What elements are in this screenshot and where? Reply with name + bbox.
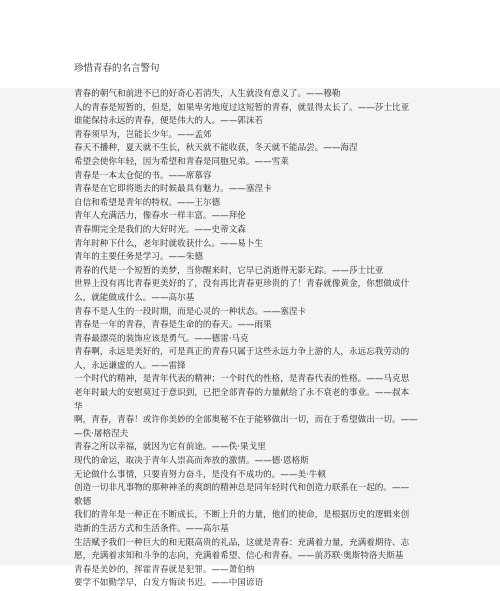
quote-line: 人的青春是短暂的，但是，如果卑劣地度过这短暂的青春，就显得太长了。——莎士比亚: [74, 102, 410, 113]
quote-line: 现代的命运，取决于青年人崇高而奔放的激情。——德·恩格斯: [74, 456, 309, 467]
quote-line: 要学不如勤学早，白发方悔读书迟。——中国谚语: [74, 578, 264, 589]
article-title: 珍惜青春的名言警句: [74, 63, 160, 74]
quote-line: 自信和希望是青年的特权。——王尔德: [74, 197, 221, 208]
page-header: [0, 0, 500, 88]
quote-line: 春天不播种，夏天就不生长，秋天就不能收获，冬天就不能品尝。——海涅: [74, 143, 358, 154]
article-body: [0, 88, 500, 589]
quote-line: 我们的青年是一种正在不断成长，不断上升的力量，他们的使命，是根据历史的逻辑来创: [74, 510, 410, 521]
quote-line: 生活赋予我们一种巨大的和无限高贵的礼品，这就是青春：充满着力量，充满着期待、志: [74, 537, 410, 548]
quote-line: 青春是在它即将逝去的时候最具有魅力。——塞涅卡: [74, 184, 272, 195]
quote-line: 青年的主要任务是学习。——朱德: [74, 252, 203, 263]
quote-line: 世界上没有再比青春更美好的了，没有再比青春更珍贵的了！青春就像黄金，你想做成什: [74, 279, 410, 290]
quote-line: 青年人充满活力，像春水一样丰富。——拜伦: [74, 211, 246, 222]
quote-line: 青春啊，永远是美好的，可是真正的青春只属于这些永远力争上游的人，永远忘我劳动的: [74, 347, 410, 358]
quote-line: 青春不是人生的一段时期，而是心灵的一种状态。——塞涅卡: [74, 306, 307, 317]
quote-line: 么，就能做成什么。——高尔基: [74, 292, 195, 303]
quote-line: 无论做什么事情，只要肯努力奋斗，是没有不成功的。——美·牛顿: [74, 469, 326, 480]
quote-line: 青春是一本太仓促的书。——席慕容: [74, 170, 212, 181]
quote-line: 歌德: [74, 496, 92, 507]
quote-line: 青春最漂亮的装饰应该是勇气。——德雷·马克: [74, 333, 249, 344]
quote-line: 谁能保持永远的青春，便是伟大的人。——郭沫若: [74, 116, 264, 127]
quote-list: [74, 88, 424, 591]
quote-line: 创造一切非凡事物的那种神圣的爽朗的精神总是同年轻时代和创造力联系在一起的。——: [74, 483, 410, 494]
quote-line: 青春的代是一个短暂的美梦，当你醒来时，它早已消逝得无影无踪。——莎士比亚: [74, 265, 384, 276]
quote-line: 一个时代的精神，是青年代表的精神；一个时代的性格，是青春代表的性格。——马克思: [74, 374, 410, 385]
quote-line: 老年时最大的安慰莫过于意识到，已把全部青春的力量献给了永不衰老的事业。——叔本: [74, 388, 410, 399]
quote-line: 啊，青春，青春！或许你美妙的全部奥秘不在于能够做出一切，而在于希望做出一切。——: [74, 415, 418, 426]
quote-line: 愿，充满着求知和斗争的志向，充满着希望、信心和青春。——前苏联·奥斯特洛夫斯基: [74, 551, 404, 562]
quote-line: 青春之所以幸福，就因为它有前途。——佚·果戈里: [74, 442, 266, 453]
quote-line: 造新的生活方式和生活条件。——高尔基: [74, 524, 229, 534]
quote-line: 青春是一年的青春，青春是生命的的春天。——雨果: [74, 320, 272, 331]
quote-line: 希望会使你年轻，因为希望和青春是同胞兄弟。——雪莱: [74, 156, 289, 167]
quote-line: 青春期完全是我们的大好时光。——史蒂文森: [74, 224, 246, 235]
quote-line: —佚·屠格涅夫: [74, 428, 129, 439]
quote-line: 青春的朝气和前进不已的好奇心若消失，人生就没有意义了。——穆勒: [74, 89, 341, 99]
quote-line: 青春须早为，岂能长少年。——孟郊: [74, 129, 212, 140]
quote-line: 青春是美妙的，挥霍青春就是犯罪。——萧伯纳: [74, 564, 255, 575]
quote-line: 人，永远谦虚的人。——雷锋: [74, 360, 186, 371]
quote-line: 华: [74, 401, 83, 412]
quote-line: 青年时种下什么，老年时就收获什么。——易卜生: [74, 238, 264, 249]
